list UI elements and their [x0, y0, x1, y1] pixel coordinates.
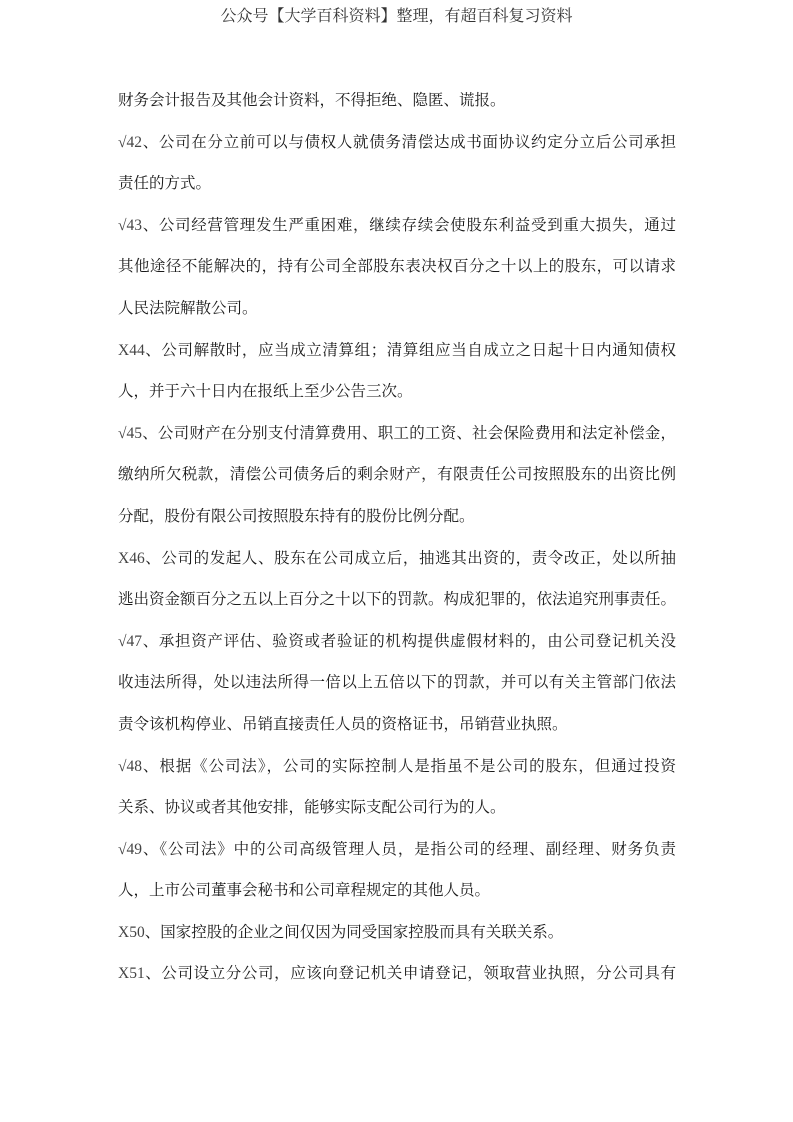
- page-header: 公众号【大学百科资料】整理，有超百科复习资料: [220, 6, 573, 25]
- text-line: [118, 912, 676, 954]
- line-text: 、国家控股的企业之间仅因为同受国家控股而具有关联关系。: [144, 922, 564, 941]
- question-number: √45: [118, 424, 143, 442]
- line-text: 、公司设立分公司，应该向登记机关申请登记，领取营业执照，分公司具有: [144, 964, 676, 983]
- text-line: [118, 330, 676, 372]
- line-text: 、承担资产评估、验资或者验证的机构提供虚假材料的，由公司登记机关没: [142, 631, 676, 650]
- text-line: [118, 704, 676, 746]
- document-body: [118, 80, 676, 995]
- text-line: [118, 579, 676, 621]
- question-number: X50: [118, 923, 145, 941]
- question-number: √49: [118, 840, 143, 858]
- text-line: [118, 829, 676, 871]
- question-number: X51: [118, 965, 145, 983]
- text-line: [118, 454, 676, 496]
- line-text: 逃出资金额百分之五以上百分之十以下的罚款。构成犯罪的，依法追究刑事责任。: [118, 590, 677, 609]
- line-text: 人民法院解散公司。: [118, 298, 258, 317]
- line-text: 、《公司法》中的公司高级管理人员，是指公司的经理、副经理、财务负责: [142, 839, 676, 858]
- text-line: [118, 122, 676, 164]
- question-number: √43: [118, 216, 143, 234]
- text-line: [118, 870, 676, 912]
- line-text: 收违法所得，处以违法所得一倍以上五倍以下的罚款，并可以有关主管部门依法: [118, 673, 676, 692]
- line-text: 责任的方式。: [118, 174, 212, 193]
- text-line: [118, 538, 676, 580]
- text-line: [118, 413, 676, 455]
- text-line: [118, 662, 676, 704]
- line-text: 、公司在分立前可以与债权人就债务清偿达成书面协议约定分立后公司承担: [142, 132, 676, 151]
- line-text: 关系、协议或者其他安排，能够实际支配公司行为的人。: [118, 798, 506, 817]
- line-text: 、公司解散时，应当成立清算组；清算组应当自成立之日起十日内通知债权: [144, 340, 676, 359]
- text-line: [118, 787, 676, 829]
- text-line: [118, 371, 676, 413]
- line-text: 分配，股份有限公司按照股东持有的股份比例分配。: [118, 506, 475, 525]
- line-text: 人，上市公司董事会秘书和公司章程规定的其他人员。: [118, 881, 491, 900]
- line-text: 、公司经营管理发生严重困难，继续存续会使股东利益受到重大损失，通过: [142, 215, 676, 234]
- question-number: √47: [118, 632, 143, 650]
- text-line: [118, 288, 676, 330]
- text-line: [118, 746, 676, 788]
- line-text: 缴纳所欠税款，清偿公司债务后的剩余财产，有限责任公司按照股东的出资比例: [118, 465, 676, 484]
- line-text: 人，并于六十日内在报纸上至少公告三次。: [118, 382, 413, 401]
- question-number: X46: [118, 549, 145, 567]
- line-text: 、根据《公司法》，公司的实际控制人是指虽不是公司的股东，但通过投资: [142, 756, 676, 775]
- line-text: 、公司的发起人、股东在公司成立后，抽逃其出资的，责令改正，处以所抽: [144, 548, 676, 567]
- text-line: [118, 163, 676, 205]
- line-text: 财务会计报告及其他会计资料，不得拒绝、隐匿、谎报。: [118, 91, 506, 109]
- text-line: [118, 621, 676, 663]
- line-text: 责令该机构停业、吊销直接责任人员的资格证书，吊销营业执照。: [118, 714, 568, 733]
- question-number: X44: [118, 341, 145, 359]
- text-line: [118, 246, 676, 288]
- text-line: [118, 953, 676, 995]
- line-text: 其他途径不能解决的，持有公司全部股东表决权百分之十以上的股东，可以请求: [118, 257, 676, 276]
- question-number: √42: [118, 133, 143, 151]
- text-line: [118, 80, 676, 122]
- line-text: 、公司财产在分别支付清算费用、职工的工资、社会保险费用和法定补偿金，: [142, 423, 676, 442]
- text-line: [118, 205, 676, 247]
- question-number: √48: [118, 757, 143, 775]
- text-line: [118, 496, 676, 538]
